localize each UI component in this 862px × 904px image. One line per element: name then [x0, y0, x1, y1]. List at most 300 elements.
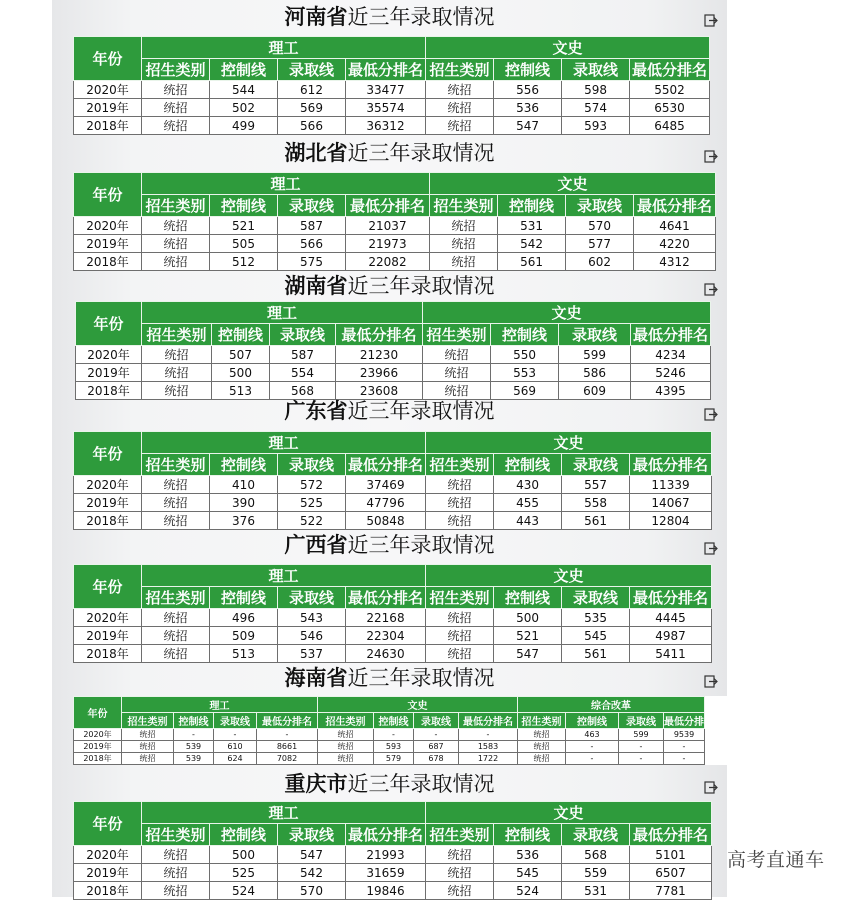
year-cell: 2018年	[74, 253, 142, 271]
column-header: 招生类别	[142, 195, 210, 217]
column-header: 控制线	[212, 324, 270, 346]
data-cell: 568	[562, 846, 630, 864]
column-header: 最低分排名	[631, 324, 711, 346]
data-cell: 6530	[630, 99, 710, 117]
column-header: 最低分排名	[346, 195, 430, 217]
title-suffix: 近三年录取情况	[347, 5, 495, 29]
year-header: 年份	[76, 302, 142, 346]
column-header: 控制线	[494, 59, 562, 81]
column-header: 最低分排名	[664, 713, 705, 729]
data-cell: 统招	[142, 512, 210, 530]
column-header: 招生类别	[426, 454, 494, 476]
column-header: 最低分排名	[336, 324, 423, 346]
data-cell: 610	[214, 741, 257, 753]
data-cell: 587	[278, 217, 346, 235]
column-header: 控制线	[210, 824, 278, 846]
data-cell: 570	[566, 217, 634, 235]
column-header: 最低分排名	[346, 454, 426, 476]
table-row	[74, 494, 712, 512]
column-header: 最低分排名	[459, 713, 518, 729]
column-header: 录取线	[278, 587, 346, 609]
data-cell: -	[566, 741, 619, 753]
data-cell: 553	[491, 364, 559, 382]
data-cell: 499	[210, 117, 278, 135]
data-cell: 统招	[430, 253, 498, 271]
data-cell: 575	[278, 253, 346, 271]
data-cell: 统招	[426, 846, 494, 864]
data-cell: 455	[494, 494, 562, 512]
data-cell: 512	[210, 253, 278, 271]
data-cell: 统招	[142, 81, 210, 99]
data-cell: 统招	[142, 99, 210, 117]
column-header: 招生类别	[142, 324, 212, 346]
title-suffix: 近三年录取情况	[347, 141, 495, 165]
column-header: 最低分排名	[257, 713, 318, 729]
year-cell: 2020年	[74, 729, 122, 741]
data-cell: 599	[619, 729, 664, 741]
column-header: 最低分排名	[346, 587, 426, 609]
year-cell: 2020年	[74, 217, 142, 235]
data-cell: 统招	[142, 627, 210, 645]
column-header: 招生类别	[426, 59, 494, 81]
data-cell: 23966	[336, 364, 423, 382]
arts-group-header: 文史	[426, 565, 712, 587]
data-cell: 546	[278, 627, 346, 645]
column-header: 录取线	[619, 713, 664, 729]
data-cell: 557	[562, 476, 630, 494]
data-cell: 统招	[426, 512, 494, 530]
data-cell: 5411	[630, 645, 712, 663]
title-suffix: 近三年录取情况	[347, 399, 495, 423]
data-cell: 14067	[630, 494, 712, 512]
data-cell: 4987	[630, 627, 712, 645]
data-cell: 统招	[426, 81, 494, 99]
data-cell: 531	[562, 882, 630, 900]
data-cell: 586	[559, 364, 631, 382]
data-cell: 统招	[426, 476, 494, 494]
province-name: 湖北省	[284, 141, 348, 165]
column-header-row	[76, 324, 711, 346]
data-cell: 统招	[430, 217, 498, 235]
science-group-header: 理工	[142, 302, 423, 324]
data-cell: 612	[278, 81, 346, 99]
admission-table	[73, 36, 710, 135]
column-header: 控制线	[494, 824, 562, 846]
arts-group-header: 文史	[426, 432, 712, 454]
data-cell: 561	[562, 645, 630, 663]
data-cell: 542	[278, 864, 346, 882]
data-cell: 587	[270, 346, 336, 364]
data-cell: 687	[414, 741, 459, 753]
data-cell: 524	[210, 882, 278, 900]
column-header: 控制线	[494, 454, 562, 476]
data-cell: 33477	[346, 81, 426, 99]
data-cell: 593	[374, 741, 414, 753]
export-icon[interactable]	[704, 281, 718, 294]
data-cell: 23608	[336, 382, 423, 400]
science-group-header: 理工	[142, 173, 430, 195]
data-cell: 550	[491, 346, 559, 364]
column-header: 最低分排名	[630, 59, 710, 81]
table-row	[74, 729, 763, 741]
year-cell: 2018年	[76, 382, 142, 400]
data-cell: 522	[278, 512, 346, 530]
data-cell: 统招	[423, 382, 491, 400]
year-cell: 2019年	[74, 741, 122, 753]
column-header: 控制线	[498, 195, 566, 217]
data-cell: 统招	[142, 645, 210, 663]
data-cell: 4641	[634, 217, 716, 235]
table-row	[74, 235, 716, 253]
data-cell: 547	[494, 117, 562, 135]
data-cell: 558	[562, 494, 630, 512]
table-row	[74, 627, 712, 645]
data-cell: 统招	[318, 741, 374, 753]
table-row	[76, 364, 711, 382]
data-cell: 547	[278, 846, 346, 864]
data-cell: -	[664, 741, 705, 753]
section-title	[52, 398, 727, 424]
column-header: 录取线	[278, 824, 346, 846]
data-cell: 544	[210, 81, 278, 99]
data-cell: 5246	[631, 364, 711, 382]
section-title	[52, 665, 727, 691]
export-icon[interactable]	[704, 779, 718, 792]
data-cell: 统招	[142, 382, 212, 400]
table-row	[74, 645, 712, 663]
data-cell: 542	[498, 235, 566, 253]
column-header: 控制线	[494, 587, 562, 609]
data-cell: 561	[562, 512, 630, 530]
data-cell: 统招	[122, 729, 174, 741]
data-cell: 统招	[426, 117, 494, 135]
export-icon[interactable]	[704, 12, 718, 25]
data-cell: 537	[278, 645, 346, 663]
data-cell: 47796	[346, 494, 426, 512]
data-cell: 21993	[346, 846, 426, 864]
data-cell: 570	[278, 882, 346, 900]
column-header: 控制线	[210, 59, 278, 81]
column-header-row	[74, 454, 712, 476]
data-cell: 22082	[346, 253, 430, 271]
year-cell: 2019年	[74, 627, 142, 645]
data-cell: 554	[270, 364, 336, 382]
table-row	[74, 81, 710, 99]
column-header: 控制线	[491, 324, 559, 346]
data-cell: 1583	[459, 741, 518, 753]
data-cell: 统招	[518, 729, 566, 741]
year-header: 年份	[74, 697, 122, 729]
year-cell: 2019年	[74, 864, 142, 882]
data-cell: 678	[414, 753, 459, 765]
column-header: 最低分排名	[630, 454, 712, 476]
column-header: 招生类别	[142, 587, 210, 609]
data-cell: 1722	[459, 753, 518, 765]
data-cell: 统招	[426, 609, 494, 627]
data-cell: 598	[562, 81, 630, 99]
data-cell: 统招	[142, 235, 210, 253]
admission-table	[73, 172, 716, 271]
data-cell: -	[459, 729, 518, 741]
header-row	[74, 173, 716, 195]
table-row	[76, 346, 711, 364]
column-header: 最低分排名	[346, 824, 426, 846]
table-row	[74, 753, 763, 765]
data-cell: 6485	[630, 117, 710, 135]
arts-group-header: 文史	[426, 37, 710, 59]
arts-group-header: 文史	[423, 302, 711, 324]
column-header-row	[74, 713, 763, 729]
data-cell: 4395	[631, 382, 711, 400]
column-header: 招生类别	[318, 713, 374, 729]
data-cell: -	[257, 729, 318, 741]
column-header: 控制线	[210, 195, 278, 217]
data-cell: 500	[212, 364, 270, 382]
year-cell: 2018年	[74, 753, 122, 765]
data-cell: 21973	[346, 235, 430, 253]
column-header: 录取线	[562, 587, 630, 609]
data-cell: 500	[210, 846, 278, 864]
data-cell: 21037	[346, 217, 430, 235]
data-cell: 561	[498, 253, 566, 271]
data-cell: 5502	[630, 81, 710, 99]
data-cell: 统招	[142, 253, 210, 271]
admission-table	[75, 301, 711, 400]
data-cell: 统招	[423, 364, 491, 382]
year-header: 年份	[74, 432, 142, 476]
science-group-header: 理工	[142, 565, 426, 587]
column-header: 录取线	[562, 454, 630, 476]
year-header: 年份	[74, 565, 142, 609]
column-header: 控制线	[174, 713, 214, 729]
year-cell: 2018年	[74, 645, 142, 663]
data-cell: 569	[278, 99, 346, 117]
data-cell: -	[619, 741, 664, 753]
column-header: 录取线	[562, 59, 630, 81]
section-title	[52, 140, 727, 166]
column-header: 招生类别	[426, 587, 494, 609]
data-cell: 545	[494, 864, 562, 882]
data-cell: 统招	[426, 864, 494, 882]
data-cell: 统招	[426, 494, 494, 512]
data-cell: 525	[278, 494, 346, 512]
column-header-row	[74, 587, 712, 609]
data-cell: 35574	[346, 99, 426, 117]
data-cell: 9539	[664, 729, 705, 741]
province-name: 重庆市	[284, 772, 348, 796]
arts-group-header: 文史	[430, 173, 716, 195]
data-cell: 535	[562, 609, 630, 627]
column-header: 录取线	[278, 454, 346, 476]
export-icon[interactable]	[704, 406, 718, 419]
year-header: 年份	[74, 37, 142, 81]
data-cell: 547	[494, 645, 562, 663]
data-cell: 536	[494, 846, 562, 864]
data-cell: 统招	[142, 494, 210, 512]
data-cell: 统招	[423, 346, 491, 364]
column-header: 招生类别	[430, 195, 498, 217]
header-row	[74, 565, 712, 587]
header-row	[74, 37, 710, 59]
data-cell: 609	[559, 382, 631, 400]
header-row	[74, 802, 712, 824]
data-cell: 574	[562, 99, 630, 117]
admission-table	[73, 696, 763, 765]
year-header: 年份	[74, 173, 142, 217]
arts-group-header: 文史	[426, 802, 712, 824]
data-cell: 545	[562, 627, 630, 645]
title-suffix: 近三年录取情况	[347, 274, 495, 298]
column-header: 录取线	[566, 195, 634, 217]
data-cell: 463	[566, 729, 619, 741]
science-group-header: 理工	[142, 432, 426, 454]
title-suffix: 近三年录取情况	[347, 666, 495, 690]
column-header-row	[74, 195, 716, 217]
data-cell: 566	[278, 235, 346, 253]
data-cell: 统招	[142, 476, 210, 494]
data-cell: 36312	[346, 117, 426, 135]
data-cell: 524	[494, 882, 562, 900]
arts-group-header: 文史	[318, 697, 518, 713]
data-cell: 11339	[630, 476, 712, 494]
data-cell: 513	[212, 382, 270, 400]
data-cell: 502	[210, 99, 278, 117]
export-icon[interactable]	[704, 148, 718, 161]
data-cell: 4234	[631, 346, 711, 364]
watermark-label: 高考直通车	[727, 849, 825, 871]
data-cell: 624	[214, 753, 257, 765]
data-cell: 543	[278, 609, 346, 627]
province-name: 海南省	[284, 666, 348, 690]
data-cell: 统招	[426, 645, 494, 663]
data-cell: -	[664, 753, 705, 765]
data-cell: 569	[491, 382, 559, 400]
data-cell: 22168	[346, 609, 426, 627]
title-suffix: 近三年录取情况	[347, 533, 495, 557]
year-cell: 2018年	[74, 882, 142, 900]
column-header: 招生类别	[142, 824, 210, 846]
table-row	[74, 117, 710, 135]
data-cell: 410	[210, 476, 278, 494]
data-cell: 7781	[630, 882, 712, 900]
data-cell: 5101	[630, 846, 712, 864]
data-cell: 37469	[346, 476, 426, 494]
province-name: 广东省	[284, 399, 348, 423]
data-cell: 统招	[142, 364, 212, 382]
column-header: 最低分排名	[346, 59, 426, 81]
header-row	[76, 302, 711, 324]
table-row	[74, 476, 712, 494]
data-cell: 509	[210, 627, 278, 645]
column-header-row	[74, 824, 712, 846]
data-cell: 统招	[142, 217, 210, 235]
data-cell: 24630	[346, 645, 426, 663]
section-title	[52, 4, 727, 30]
data-cell: 4445	[630, 609, 712, 627]
column-header: 控制线	[566, 713, 619, 729]
data-cell: 统招	[142, 117, 210, 135]
data-cell: 统招	[518, 741, 566, 753]
column-header: 招生类别	[518, 713, 566, 729]
data-cell: 539	[174, 741, 214, 753]
data-cell: -	[566, 753, 619, 765]
data-cell: 19846	[346, 882, 426, 900]
data-cell: 统招	[142, 846, 210, 864]
table-row	[74, 846, 712, 864]
section-title	[52, 532, 727, 558]
year-cell: 2019年	[76, 364, 142, 382]
data-cell: 525	[210, 864, 278, 882]
data-cell: 599	[559, 346, 631, 364]
data-cell: 21230	[336, 346, 423, 364]
data-cell: 12804	[630, 512, 712, 530]
data-cell: 统招	[518, 753, 566, 765]
column-header: 招生类别	[423, 324, 491, 346]
column-header: 招生类别	[142, 454, 210, 476]
data-cell: 22304	[346, 627, 426, 645]
data-cell: 559	[562, 864, 630, 882]
column-header: 最低分排名	[630, 824, 712, 846]
column-header: 录取线	[278, 59, 346, 81]
data-cell: 568	[270, 382, 336, 400]
export-icon[interactable]	[704, 540, 718, 553]
column-header: 录取线	[559, 324, 631, 346]
science-group-header: 理工	[142, 37, 426, 59]
province-name: 湖南省	[284, 274, 348, 298]
data-cell: 602	[566, 253, 634, 271]
data-cell: 430	[494, 476, 562, 494]
next-section-title-cropped	[284, 884, 494, 904]
data-cell: 536	[494, 99, 562, 117]
export-icon[interactable]	[704, 673, 718, 686]
province-name: 河南省	[284, 5, 348, 29]
data-cell: 统招	[142, 346, 212, 364]
data-cell: 统招	[142, 882, 210, 900]
column-header: 控制线	[210, 454, 278, 476]
data-cell: 4220	[634, 235, 716, 253]
data-cell: 4312	[634, 253, 716, 271]
data-cell: 统招	[426, 99, 494, 117]
data-cell: 统招	[426, 882, 494, 900]
data-cell: 496	[210, 609, 278, 627]
section-title	[52, 273, 727, 299]
data-cell: 505	[210, 235, 278, 253]
column-header: 录取线	[562, 824, 630, 846]
year-cell: 2019年	[74, 99, 142, 117]
data-cell: -	[619, 753, 664, 765]
table-row	[74, 253, 716, 271]
data-cell: 507	[212, 346, 270, 364]
data-cell: 统招	[318, 753, 374, 765]
year-cell: 2019年	[74, 235, 142, 253]
table-row	[76, 382, 711, 400]
column-header: 录取线	[270, 324, 336, 346]
reform-group-header: 综合改革	[518, 697, 705, 713]
header-row	[74, 432, 712, 454]
column-header: 招生类别	[142, 59, 210, 81]
data-cell: 577	[566, 235, 634, 253]
column-header: 录取线	[414, 713, 459, 729]
science-group-header: 理工	[142, 802, 426, 824]
data-cell: 556	[494, 81, 562, 99]
data-cell: -	[374, 729, 414, 741]
table-row	[74, 741, 763, 753]
admission-table	[73, 564, 712, 663]
data-cell: 统招	[122, 753, 174, 765]
year-cell: 2020年	[74, 476, 142, 494]
data-cell: 500	[494, 609, 562, 627]
data-cell: 513	[210, 645, 278, 663]
